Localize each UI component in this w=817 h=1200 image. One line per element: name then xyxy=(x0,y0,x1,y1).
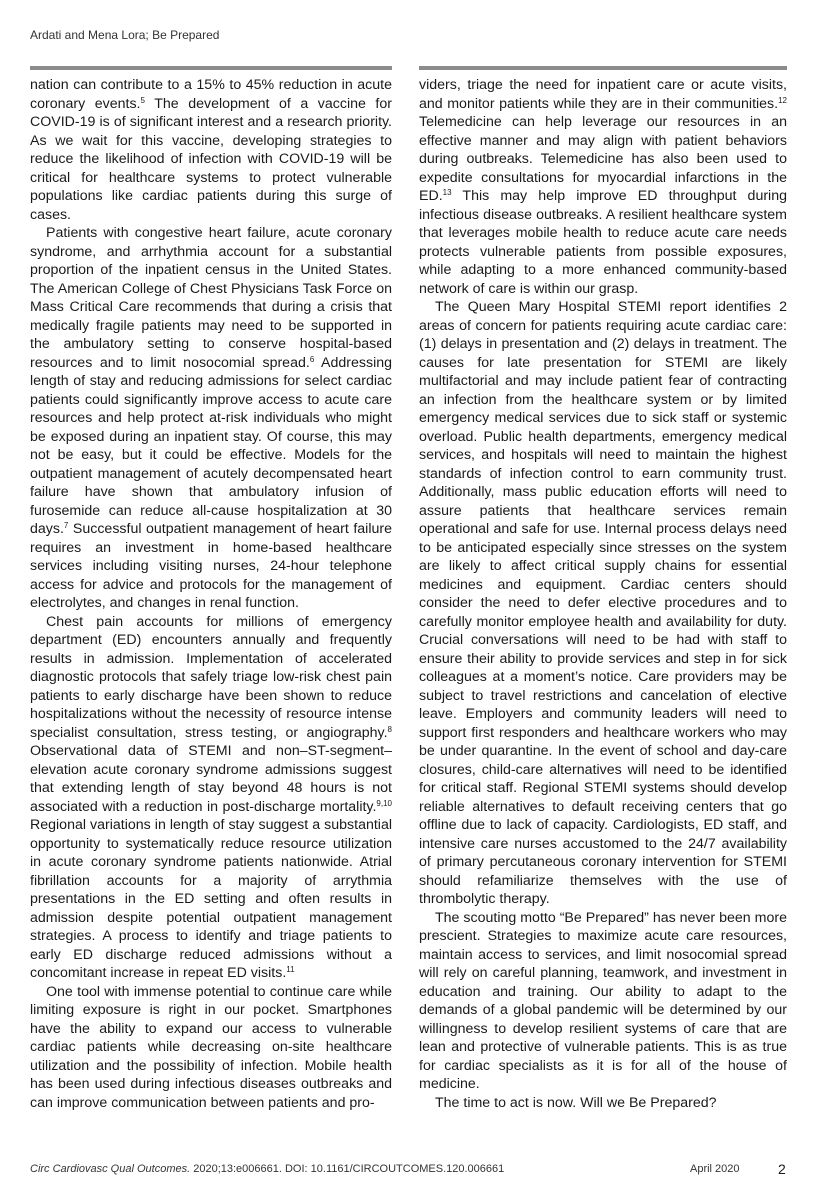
paragraph-text: The scouting motto “Be Prepared” has never been more prescient. Strategies to maximize acute care resources, maintain access to services, and limit nosocomial spread will rely on careful planning, teamwork, and investment in education and training. Our ability to adapt to the demands of a global pandemic will be determined by our willingness to develop resilient systems of care that are lean and protective of vulnerable patients. This is as true for cardiac specialists as it is for all of the house of medicine. xyxy=(419,909,787,1092)
citation-superscript: 8 xyxy=(387,724,392,734)
page-footer xyxy=(30,1163,787,1175)
body-paragraph xyxy=(419,909,787,1094)
paragraph-text: Observational data of STEMI and non–ST-segment–elevation acute coronary syndrome admissions suggest that extending length of stay beyond 48 hours is not associated with a reduction in post-discharge mortality. xyxy=(30,743,392,815)
body-paragraph xyxy=(419,1094,787,1113)
header-rule-left xyxy=(30,66,392,70)
right-column xyxy=(419,76,787,1156)
body-paragraph xyxy=(30,224,392,613)
paragraph-text: Chest pain accounts for millions of emergency department (ED) encounters annually and frequently results in admission. Implementation of accelerated diagnostic protocols that safely triage low-risk chest pain patients to early discharge have been shown to reduce hospitalizations without the necessity of resource intense specialist consultation, stress testing, or angiography. xyxy=(30,613,392,741)
body-paragraph xyxy=(30,76,392,224)
paragraph-text: The time to act is now. Will we Be Prepared? xyxy=(435,1094,717,1111)
citation-superscript: 9,10 xyxy=(376,798,392,808)
paragraph-text: One tool with immense potential to continue care while limiting exposure is right in our pocket. Smartphones have the ability to expand our access to vulnerable cardiac patients while decreasing on-site healthcare utilization and the possibility of infection. Mobile health has been used during infectious diseases outbreaks and can improve communication between patients and pro- xyxy=(30,983,392,1111)
paragraph-text: Regional variations in length of stay suggest a substantial opportunity to systematically reduce resource utilization in acute coronary syndrome patients nationwide. Atrial fibrillation accounts for a majority of arrythmia presentations in the ED setting and often results in admission despite potential outpatient management strategies. A process to identify and triage patients to early ED discharge reduced admissions without a concomitant increase in repeat ED visits. xyxy=(30,817,392,981)
header-rule-right xyxy=(419,66,787,70)
citation-superscript: 11 xyxy=(286,965,295,974)
body-paragraph xyxy=(419,76,787,298)
running-header: Ardati and Mena Lora; Be Prepared xyxy=(30,28,220,42)
page-number: 2 xyxy=(778,1161,786,1177)
footer-citation: 2020;13:e006661. DOI: 10.1161/CIRCOUTCOMES.120.006661 xyxy=(190,1163,505,1175)
paragraph-text: This may help improve ED throughput during infectious disease outbreaks. A resilient healthcare system that leverages mobile health to reduce acute care needs protects vulnerable patients from possible exposures, while adapting to a more enhanced community-based network of care is within our grasp. xyxy=(419,188,787,297)
body-paragraph xyxy=(419,298,787,909)
paragraph-text: viders, triage the need for inpatient care or acute visits, and monitor patients while they are in their communities. xyxy=(419,77,787,112)
paragraph-text: The development of a vaccine for COVID-19 is of significant interest and a research priority. As we wait for this vaccine, developing strategies to reduce the likelihood of infection with COVID-19 will be critical for healthcare systems to protect vulnerable populations like cardiac patients during this surge of cases. xyxy=(30,95,392,223)
citation-superscript: 6 xyxy=(309,354,315,364)
left-column xyxy=(30,76,392,1156)
citation-superscript: 7 xyxy=(63,521,69,530)
paragraph-text: Patients with congestive heart failure, acute coronary syndrome, and arrhythmia account for a substantial proportion of the inpatient census in the United States. The American College of Chest Physicians Task Force on Mass Critical Care recommends that during a crisis that medically fragile patients may need to be supported in the ambulatory setting to conserve hospital-based resources and to limit nosocomial spread. xyxy=(30,225,392,371)
body-paragraph xyxy=(30,983,392,1113)
paragraph-text: Successful outpatient management of heart failure requires an investment in home-based healthcare services including visiting nurses, 24-hour telephone access for advice and protocols for the management of electrolytes, and changes in renal function. xyxy=(30,521,392,611)
paragraph-text: nation can contribute to a 15% to 45% reduction in acute coronary events. xyxy=(30,77,392,112)
citation-superscript: 13 xyxy=(442,188,452,197)
paragraph-text: Addressing length of stay and reducing admissions for select cardiac patients could significantly improve access to acute care resources and help protect at-risk individuals who might be exposed during an inpatient stay. Of course, this may not be easy, but it could be effective. Models for the outpatient management of acutely decompensated heart failure have shown that ambulatory infusion of furosemide can reduce all-cause hospitalization at 30 days. xyxy=(30,354,392,537)
footer-date: April 2020 xyxy=(690,1163,740,1175)
paragraph-text: Telemedicine can help leverage our resources in an effective manner and may align with patient behaviors during outbreaks. Telemedicine has also been used to expedite consultations for myocardial infarctions in the ED. xyxy=(419,114,787,204)
body-paragraph xyxy=(30,613,392,983)
footer-journal-name: Circ Cardiovasc Qual Outcomes. xyxy=(30,1163,191,1175)
citation-superscript: 5 xyxy=(140,95,145,105)
citation-superscript: 12 xyxy=(778,95,787,105)
paragraph-text: The Queen Mary Hospital STEMI report identifies 2 areas of concern for patients requiring acute cardiac care: (1) delays in presentation and (2) delays in treatment. The causes for late presentation for STEMI are likely multifactorial and may include patient fear of contracting an infection from the healthcare system or by limited emergency medical services due to sick staff or systemic overload. Public health departments, emergency medical services, and hospitals will need to maintain the highest standards of infection control to earn community trust. Additionally, mass public education efforts will need to assure patients that healthcare services remain operational and safe for use. Internal process delays need to be anticipated especially since stresses on the system are likely to affect critical supply chains for essential medicines and equipment. Cardiac centers should consider the need to defer elective procedures and to carefully monitor employee health and availability for duty. Crucial conversations will need to be had with staff to ensure their ability to provide services and step in for sick colleagues at a moment’s notice. Care providers may be subject to travel restrictions and cancelation of elective leave. Employers and community leaders will need to support first responders and healthcare workers who may be under quarantine. In the event of school and day-care closures, child-care alternatives will need to be identified for critical staff. Regional STEMI systems should develop reliable alternatives to default receiving centers that go offline due to lack of capacity. Cardiologists, ED staff, and intensive care nurses accustomed to the 24/7 availability of primary percutaneous coronary intervention for STEMI should refamiliarize themselves with the use of thrombolytic therapy. xyxy=(419,299,787,907)
